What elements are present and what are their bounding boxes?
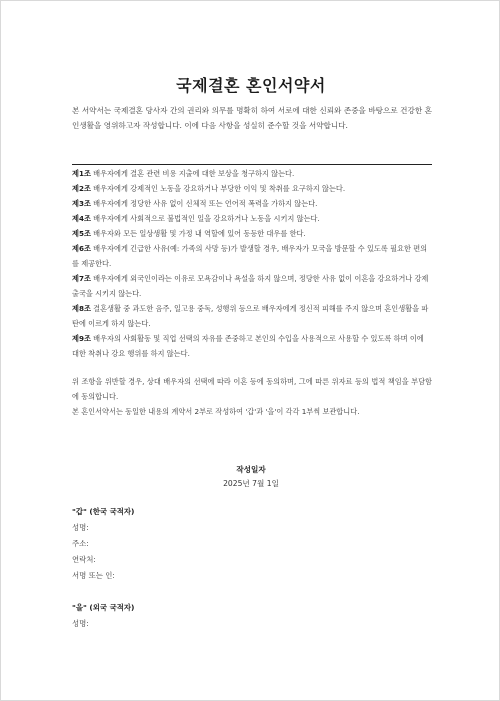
article-text: 배우자와 모든 일상생활 및 가정 내 역할에 있어 동등한 대우를 한다. [90, 229, 306, 238]
party-a-section [72, 504, 432, 584]
article-text: 배우자에게 사회적으로 불법적인 일을 강요하거나 노동을 시키지 않는다. [90, 214, 320, 223]
party-a-address-field: 주소: [72, 539, 89, 548]
article-number: 제5조 [72, 229, 91, 238]
article-text: 배우자의 사회활동 및 직업 선택의 자유를 존중하고 본인의 수입을 사용적으로 사용할 수 있도록 하며 이에 대한 착취나 강요 행위를 하지 않는다. [72, 334, 424, 358]
article-number: 제8조 [72, 304, 91, 313]
article-3 [72, 196, 432, 211]
article-text: 배우자에게 외국인이라는 이유로 모욕감이나 욕설을 하지 않으며, 정당한 사유 없이 이혼을 강요하거나 강제 출국을 시키지 않는다. [72, 274, 429, 298]
article-8 [72, 301, 432, 331]
article-number: 제3조 [72, 199, 91, 208]
article-number: 제1조 [72, 169, 91, 178]
article-9 [72, 331, 432, 361]
date-block [1, 463, 500, 491]
date-value: 2025년 7월 1일 [223, 479, 279, 488]
article-text: 배우자에게 정당한 사유 없이 신체적 또는 언어적 폭력을 가하지 않는다. [90, 199, 318, 208]
copies-clause: 본 혼인서약서는 동일한 내용의 계약서 2부로 작성하여 '갑'과 '을'이 각각 1부씩 보관합니다. [72, 407, 360, 416]
article-text: 결혼생활 중 과도한 음주, 일고용 중독, 성행위 등으로 배우자에게 정신적 피해를 주지 않으며 혼인생활을 파탄에 이르게 하지 않는다. [72, 304, 429, 328]
party-a-name-field: 성명: [72, 523, 89, 532]
violation-clause: 위 조항을 위반할 경우, 상대 배우자의 선택에 따라 이혼 등에 동의하며, 그에 따른 위자료 등의 법적 책임을 부담함에 동의합니다. [72, 377, 432, 401]
article-number: 제7조 [72, 274, 91, 283]
section-divider [72, 164, 432, 165]
article-list [72, 166, 432, 361]
party-a-contact-field: 연락처: [72, 555, 96, 564]
article-number: 제2조 [72, 184, 91, 193]
closing-section [72, 374, 432, 419]
article-text: 배우자에게 결혼 관련 비용 지출에 대한 보상을 청구하지 않는다. [90, 169, 295, 178]
article-5 [72, 226, 432, 241]
party-b-title: "을" (외국 국적자) [72, 603, 135, 612]
article-number: 제6조 [72, 244, 91, 253]
article-number: 제9조 [72, 334, 91, 343]
document-title: 국제결혼 혼인서약서 [176, 76, 326, 95]
article-6 [72, 241, 432, 271]
article-number: 제4조 [72, 214, 91, 223]
article-text: 배우자에게 긴급한 사유(예: 가족의 사망 등)가 발생할 경우, 배우자가 모국을 방문할 수 있도록 필요한 편의를 제공한다. [72, 244, 428, 268]
intro-paragraph: 본 서약서는 국제결혼 당사자 간의 권리와 의무를 명확히 하여 서로에 대한 신뢰와 존중을 바탕으로 건강한 혼인생활을 영위하고자 작성합니다. 이에 다음 사항을 성실히 준수할 것을 서약합니다. [72, 106, 432, 130]
article-4 [72, 211, 432, 226]
party-b-name-field: 성명: [72, 619, 89, 628]
article-1 [72, 166, 432, 181]
article-2 [72, 181, 432, 196]
party-b-section [72, 600, 432, 632]
party-a-signature-field: 서명 또는 인: [72, 571, 115, 580]
party-a-title: "갑" (한국 국적자) [72, 507, 135, 516]
article-7 [72, 271, 432, 301]
date-label: 작성일자 [236, 465, 266, 474]
article-text: 배우자에게 강제적인 노동을 강요하거나 부당한 이익 및 착취를 요구하지 않는다. [90, 184, 346, 193]
